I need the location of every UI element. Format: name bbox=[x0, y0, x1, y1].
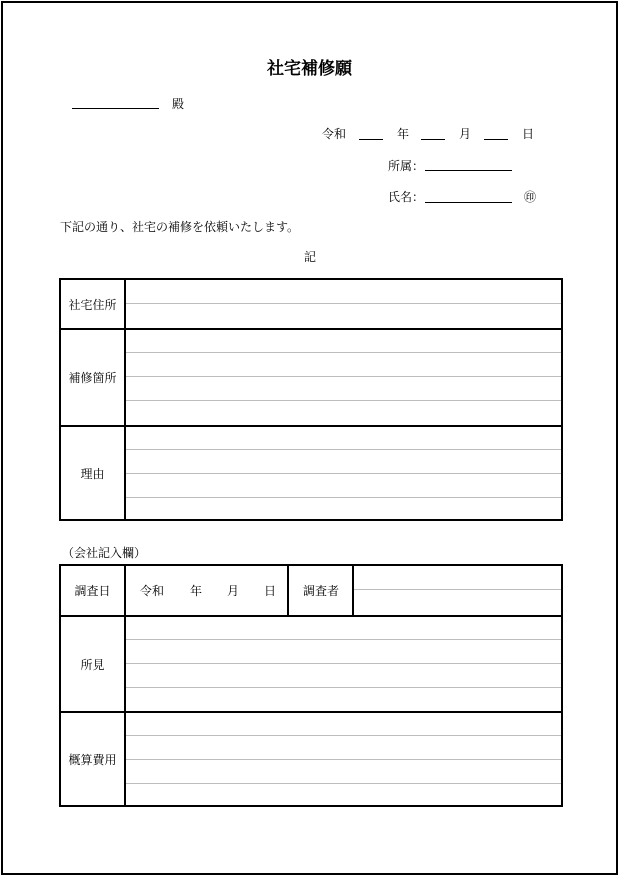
affiliation-label: 所属： bbox=[388, 159, 425, 173]
date-era: 令和 bbox=[322, 127, 347, 141]
survey-divider bbox=[287, 566, 289, 615]
repair-location-line[interactable] bbox=[126, 400, 561, 401]
survey-date-month: 月 bbox=[227, 584, 240, 598]
row-reason bbox=[61, 425, 561, 519]
address-line[interactable] bbox=[126, 303, 561, 304]
row-address bbox=[61, 280, 561, 328]
request-table bbox=[59, 278, 563, 521]
seal-mark: ㊞ bbox=[524, 190, 537, 204]
estimate-line[interactable] bbox=[126, 783, 561, 784]
date-month-label: 月 bbox=[459, 127, 472, 141]
survey-date-year: 年 bbox=[190, 584, 203, 598]
company-table bbox=[59, 564, 563, 807]
reason-line[interactable] bbox=[126, 497, 561, 498]
row-survey bbox=[61, 566, 561, 615]
findings-line[interactable] bbox=[126, 663, 561, 664]
date-year-blank[interactable] bbox=[359, 139, 383, 140]
reason-label: 理由 bbox=[61, 427, 126, 519]
affiliation-field[interactable] bbox=[425, 170, 512, 171]
date-day-blank[interactable] bbox=[484, 139, 508, 140]
surveyor-divider bbox=[352, 566, 354, 615]
addressee-underline[interactable] bbox=[72, 108, 159, 109]
estimate-label: 概算費用 bbox=[61, 713, 126, 805]
address-label: 社宅住所 bbox=[61, 280, 126, 328]
repair-location-line[interactable] bbox=[126, 352, 561, 353]
repair-location-line[interactable] bbox=[126, 376, 561, 377]
date-month-blank[interactable] bbox=[421, 139, 445, 140]
document-title: 社宅補修願 bbox=[267, 59, 352, 79]
name-field[interactable] bbox=[425, 202, 512, 203]
survey-date-era: 令和 bbox=[140, 584, 165, 598]
survey-date-label: 調査日 bbox=[61, 566, 126, 615]
reason-line[interactable] bbox=[126, 449, 561, 450]
findings-label: 所見 bbox=[61, 617, 126, 711]
company-section-label: （会社記入欄） bbox=[62, 546, 147, 560]
findings-line[interactable] bbox=[126, 687, 561, 688]
estimate-line[interactable] bbox=[126, 759, 561, 760]
estimate-line[interactable] bbox=[126, 735, 561, 736]
surveyor-label: 調査者 bbox=[303, 584, 340, 598]
name-label: 氏名： bbox=[388, 190, 425, 204]
surveyor-line[interactable] bbox=[354, 589, 561, 590]
date-day-label: 日 bbox=[522, 127, 535, 141]
date-year-label: 年 bbox=[397, 127, 410, 141]
survey-date-day: 日 bbox=[264, 584, 277, 598]
row-findings bbox=[61, 615, 561, 711]
addressee-suffix: 殿 bbox=[172, 97, 185, 111]
request-text: 下記の通り、社宅の補修を依頼いたします。 bbox=[60, 220, 300, 234]
findings-line[interactable] bbox=[126, 639, 561, 640]
ki-label: 記 bbox=[304, 250, 317, 264]
row-repair-location bbox=[61, 328, 561, 425]
repair-location-label: 補修箇所 bbox=[61, 330, 126, 425]
reason-line[interactable] bbox=[126, 473, 561, 474]
row-estimate bbox=[61, 711, 561, 805]
